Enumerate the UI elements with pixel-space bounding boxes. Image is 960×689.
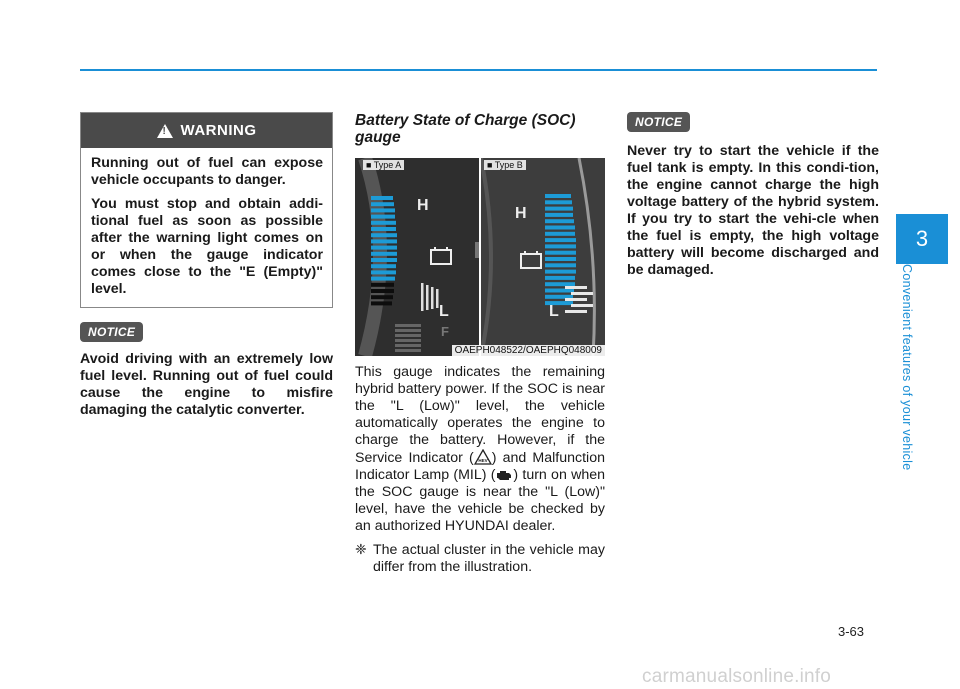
gauge-a-fuel-label: F bbox=[441, 324, 449, 339]
hev-text: HEV bbox=[478, 458, 488, 463]
warning-box bbox=[80, 112, 333, 308]
warning-body bbox=[81, 148, 332, 307]
gauge-b-high-label: H bbox=[515, 205, 527, 222]
gauge-segment bbox=[545, 251, 576, 255]
gauge-segment bbox=[395, 339, 421, 342]
watermark: carmanualsonline.info bbox=[642, 666, 832, 687]
engine-check-icon bbox=[495, 469, 513, 481]
notice-badge: NOTICE bbox=[627, 112, 690, 132]
soc-text-2: ) and Malfunction Indicator Lamp (MIL) ( bbox=[355, 450, 605, 483]
gauge-segment bbox=[395, 349, 421, 352]
gauge-a-low-label: L bbox=[439, 303, 449, 320]
gauge-segment bbox=[545, 276, 575, 280]
warning-text-2: You must stop and obtain addi-tional fuel as soon as possible after the warning light comes on or when the gauge indicator comes close to the "E (Empty)" level. bbox=[91, 196, 323, 297]
chapter-tab: 3 bbox=[896, 214, 948, 264]
gauge-segment bbox=[395, 329, 421, 332]
column-right bbox=[627, 112, 879, 279]
gauge-segment bbox=[431, 287, 434, 309]
gauge-segment bbox=[565, 298, 587, 301]
note-text: The actual cluster in the vehicle may differ from the illustration. bbox=[373, 542, 605, 575]
gauge-segment bbox=[371, 277, 395, 281]
gauge-segment bbox=[571, 292, 593, 295]
gauge-panel-type-a bbox=[355, 158, 479, 356]
gauge-segment bbox=[371, 289, 394, 293]
gauge-segment bbox=[545, 213, 573, 217]
gauge-segment bbox=[395, 344, 421, 347]
type-b-label: ■ Type B bbox=[484, 160, 526, 170]
warning-title: WARNING bbox=[180, 122, 257, 139]
gauge-segment bbox=[395, 324, 421, 327]
figure-code: OAEPH048522/OAEPHQ048009 bbox=[452, 345, 605, 356]
gauge-segment bbox=[545, 244, 576, 248]
gauge-segment bbox=[565, 310, 587, 313]
gauge-segment bbox=[371, 283, 394, 287]
gauge-segment bbox=[545, 200, 572, 204]
gauge-a-graphic bbox=[355, 158, 479, 356]
soc-description bbox=[355, 364, 605, 535]
warning-text-1: Running out of fuel can expose vehicle occupants to danger. bbox=[91, 155, 323, 188]
gauge-segment bbox=[371, 227, 396, 231]
soc-text-1: This gauge indicates the remaining hybrid battery power. If the SOC is near the "L (Low)" level, the vehicle automatically operates the engine to charge the battery. However, if the Service Indicator ( bbox=[355, 364, 605, 466]
chapter-title bbox=[896, 264, 948, 494]
gauge-segment bbox=[545, 263, 576, 267]
chapter-title-text: Convenient features of your vehicle bbox=[900, 264, 914, 471]
gauge-segment bbox=[545, 238, 576, 242]
gauge-segment bbox=[371, 208, 395, 212]
notice-badge: NOTICE bbox=[80, 322, 143, 342]
gauge-segment bbox=[421, 283, 424, 311]
gauge-segment bbox=[545, 232, 575, 236]
gauge-segment bbox=[371, 196, 393, 200]
column-middle bbox=[355, 112, 605, 576]
header-rule bbox=[80, 69, 877, 71]
gauge-segment bbox=[371, 246, 397, 250]
gauge-segment bbox=[545, 257, 576, 261]
gauge-segment bbox=[545, 289, 574, 293]
gauge-segment bbox=[371, 258, 397, 262]
gauge-segment bbox=[371, 295, 393, 299]
gauge-b-graphic bbox=[481, 158, 605, 356]
notice-text: Never try to start the vehicle if the fuel tank is empty. In this condi-tion, the engine cannot charge the high voltage battery of the hybrid system. If you try to start the vehi-cle when the fuel is empty, the high voltage battery will become discharged and be damaged. bbox=[627, 143, 879, 278]
type-a-label: ■ Type A bbox=[363, 160, 404, 170]
gauge-b-low-label: L bbox=[549, 303, 559, 320]
gauge-segment bbox=[371, 202, 394, 206]
page-number: 3-63 bbox=[838, 624, 865, 639]
gauge-segment bbox=[395, 334, 421, 337]
gauge-segment bbox=[371, 239, 397, 243]
column-left bbox=[80, 112, 333, 419]
gauge-segment bbox=[571, 304, 593, 307]
illustration-note bbox=[355, 542, 605, 576]
gauge-segment bbox=[371, 270, 396, 274]
gauge-segment bbox=[545, 219, 574, 223]
note-mark: ❈ bbox=[355, 542, 367, 558]
gauge-segment bbox=[545, 226, 575, 230]
gauge-segment bbox=[371, 301, 392, 305]
gauge-segment bbox=[545, 194, 571, 198]
gauge-panel-type-b bbox=[481, 158, 605, 356]
service-indicator-icon bbox=[474, 449, 492, 465]
gauge-segment bbox=[545, 270, 576, 274]
soc-text-3: ) turn on when the SOC gauge is near the "L (Low)" level, have the vehicle be checked by an authorized HYUNDAI dealer. bbox=[355, 467, 605, 534]
gauge-segment bbox=[371, 215, 395, 219]
gauge-a-high-label: H bbox=[417, 197, 429, 214]
section-title: Battery State of Charge (SOC) gauge bbox=[355, 112, 576, 146]
gauge-segment bbox=[545, 282, 575, 286]
soc-gauge-figure bbox=[355, 158, 605, 356]
gauge-segment bbox=[565, 286, 587, 289]
gauge-segment bbox=[371, 252, 397, 256]
gauge-segment bbox=[371, 221, 396, 225]
gauge-segment bbox=[371, 264, 396, 268]
warning-triangle-icon bbox=[157, 124, 173, 138]
warning-header bbox=[81, 113, 332, 148]
notice-text: Avoid driving with an extremely low fuel level. Running out of fuel could cause the engine to misfire damaging the catalytic converter. bbox=[80, 351, 333, 418]
gauge-segment bbox=[545, 207, 573, 211]
gauge-segment bbox=[371, 233, 397, 237]
gauge-segment bbox=[426, 285, 429, 310]
